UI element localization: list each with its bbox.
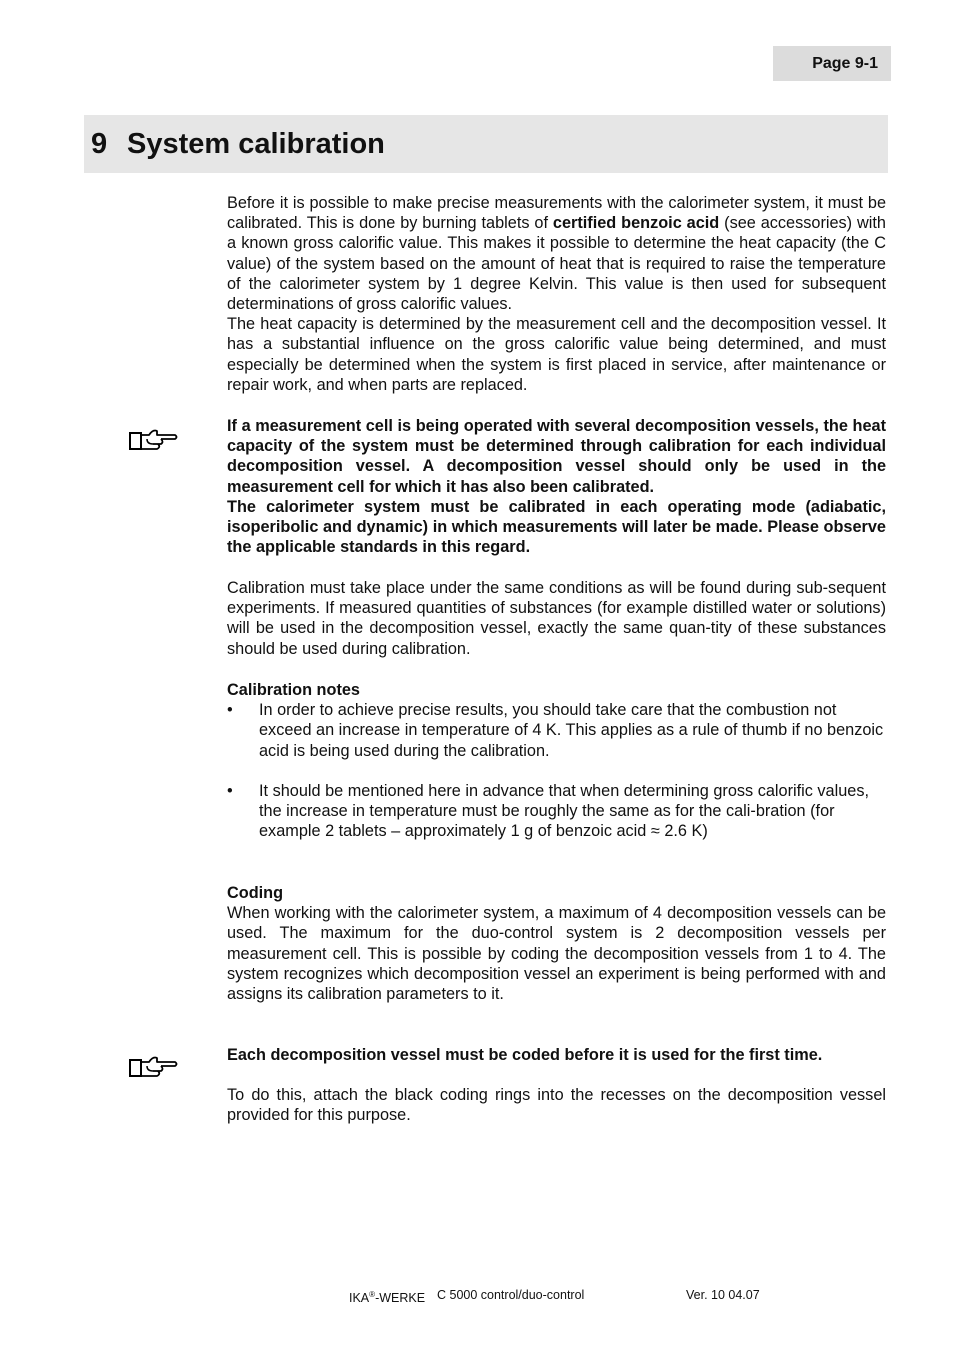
bullet-icon: •: [227, 781, 233, 800]
calibration-notes-section: [227, 680, 886, 841]
warning-paragraph-1: If a measurement cell is being operated with several decomposition vessels, the heat capacity of the system must be determined through calibration for each individual decomposition vessel. A decomposition vessel should only be used in the measurement cell for which it has also been calibrated.: [227, 417, 886, 496]
intro-paragraph-2: The heat capacity is determined by the measurement cell and the decomposition vessel. It has a substantial influence on the gross calorific value being determined, and must especially be determined when the system is first placed in service, after maintenance or repair work, and when parts are replaced.: [227, 315, 886, 394]
list-item: • In order to achieve precise results, you should take care that the combustion not exceed an increase in temperature of 4 K. This applies as a rule of thumb if no benzoic acid is being used during the calibration.: [227, 701, 884, 760]
intro-paragraph-1: Before it is possible to make precise measurements with the calorimeter system, it must be calibrated. This is done by burning tablets of certified benzoic acid (see accessories) with a known gross calorific value. This makes it possible to determine the heat capacity (the C value) of the system based on the amount of heat that is required to raise the temperature of the calorimeter system by 1 degree Kelvin. This value is then used for subsequent determinations of gross calorific values.: [227, 194, 886, 314]
certified-benzoic-acid-emphasis: certified benzoic acid: [552, 214, 720, 233]
coding-paragraph: When working with the calorimeter system, a maximum of 4 decomposition vessels can be used. The maximum for the duo-control system is 2 decomposition vessels per measurement cell. This is possible by coding the decomposition vessels from 1 to 4. The system recognizes which decomposition vessel an experiment is being performed with and assigns its calibration parameters to it.: [227, 904, 886, 1004]
footer-brand: IKA®-WERKE: [349, 1290, 426, 1306]
pointing-hand-icon: [127, 1052, 179, 1080]
calibration-conditions: [227, 578, 886, 659]
coding-note-bold: Each decomposition vessel must be coded before it is used for the first time.: [227, 1046, 823, 1064]
coding-note: [227, 1045, 886, 1126]
chapter-heading: [84, 115, 888, 173]
coding-note-text: To do this, attach the black coding rings into the recesses on the decomposition vessel provided for this purpose.: [227, 1086, 886, 1125]
registered-mark: ®: [369, 1290, 376, 1299]
coding-section: [227, 883, 886, 1004]
bullet-icon: •: [227, 701, 233, 720]
intro-section: [227, 193, 886, 395]
coding-heading: Coding: [227, 884, 284, 902]
conditions-paragraph: Calibration must take place under the same conditions as will be found during sub-sequent experiments. If measured quantities of substances (for example distilled water or solutions) will be used in the decomposition vessel, exactly the same quan-tity of these substances should be used during calibration.: [227, 579, 886, 658]
calibration-warning-note: [227, 416, 886, 557]
chapter-title: System calibration: [127, 127, 385, 160]
footer-version: Ver. 10 04.07: [686, 1288, 760, 1302]
list-item: • It should be mentioned here in advance that when determining gross calorific values, the increase in temperature must be roughly the same as for the cali-bration (for example 2 tablets – approximately 1 g of benzoic acid ≈ 2.6 K): [227, 781, 869, 841]
calibration-notes-heading: Calibration notes: [227, 681, 360, 699]
chapter-number: 9: [91, 127, 108, 160]
calibration-notes-list: [227, 700, 886, 841]
page-number-badge: Page 9-1: [773, 46, 891, 81]
warning-paragraph-2: The calorimeter system must be calibrated in each operating mode (adiabatic, isoperibolic and dynamic) in which measurements will later be made. Please observe the applicable standards in this regard.: [227, 497, 886, 557]
footer-product: C 5000 control/duo-control: [437, 1288, 585, 1302]
pointing-hand-icon: [127, 425, 179, 453]
